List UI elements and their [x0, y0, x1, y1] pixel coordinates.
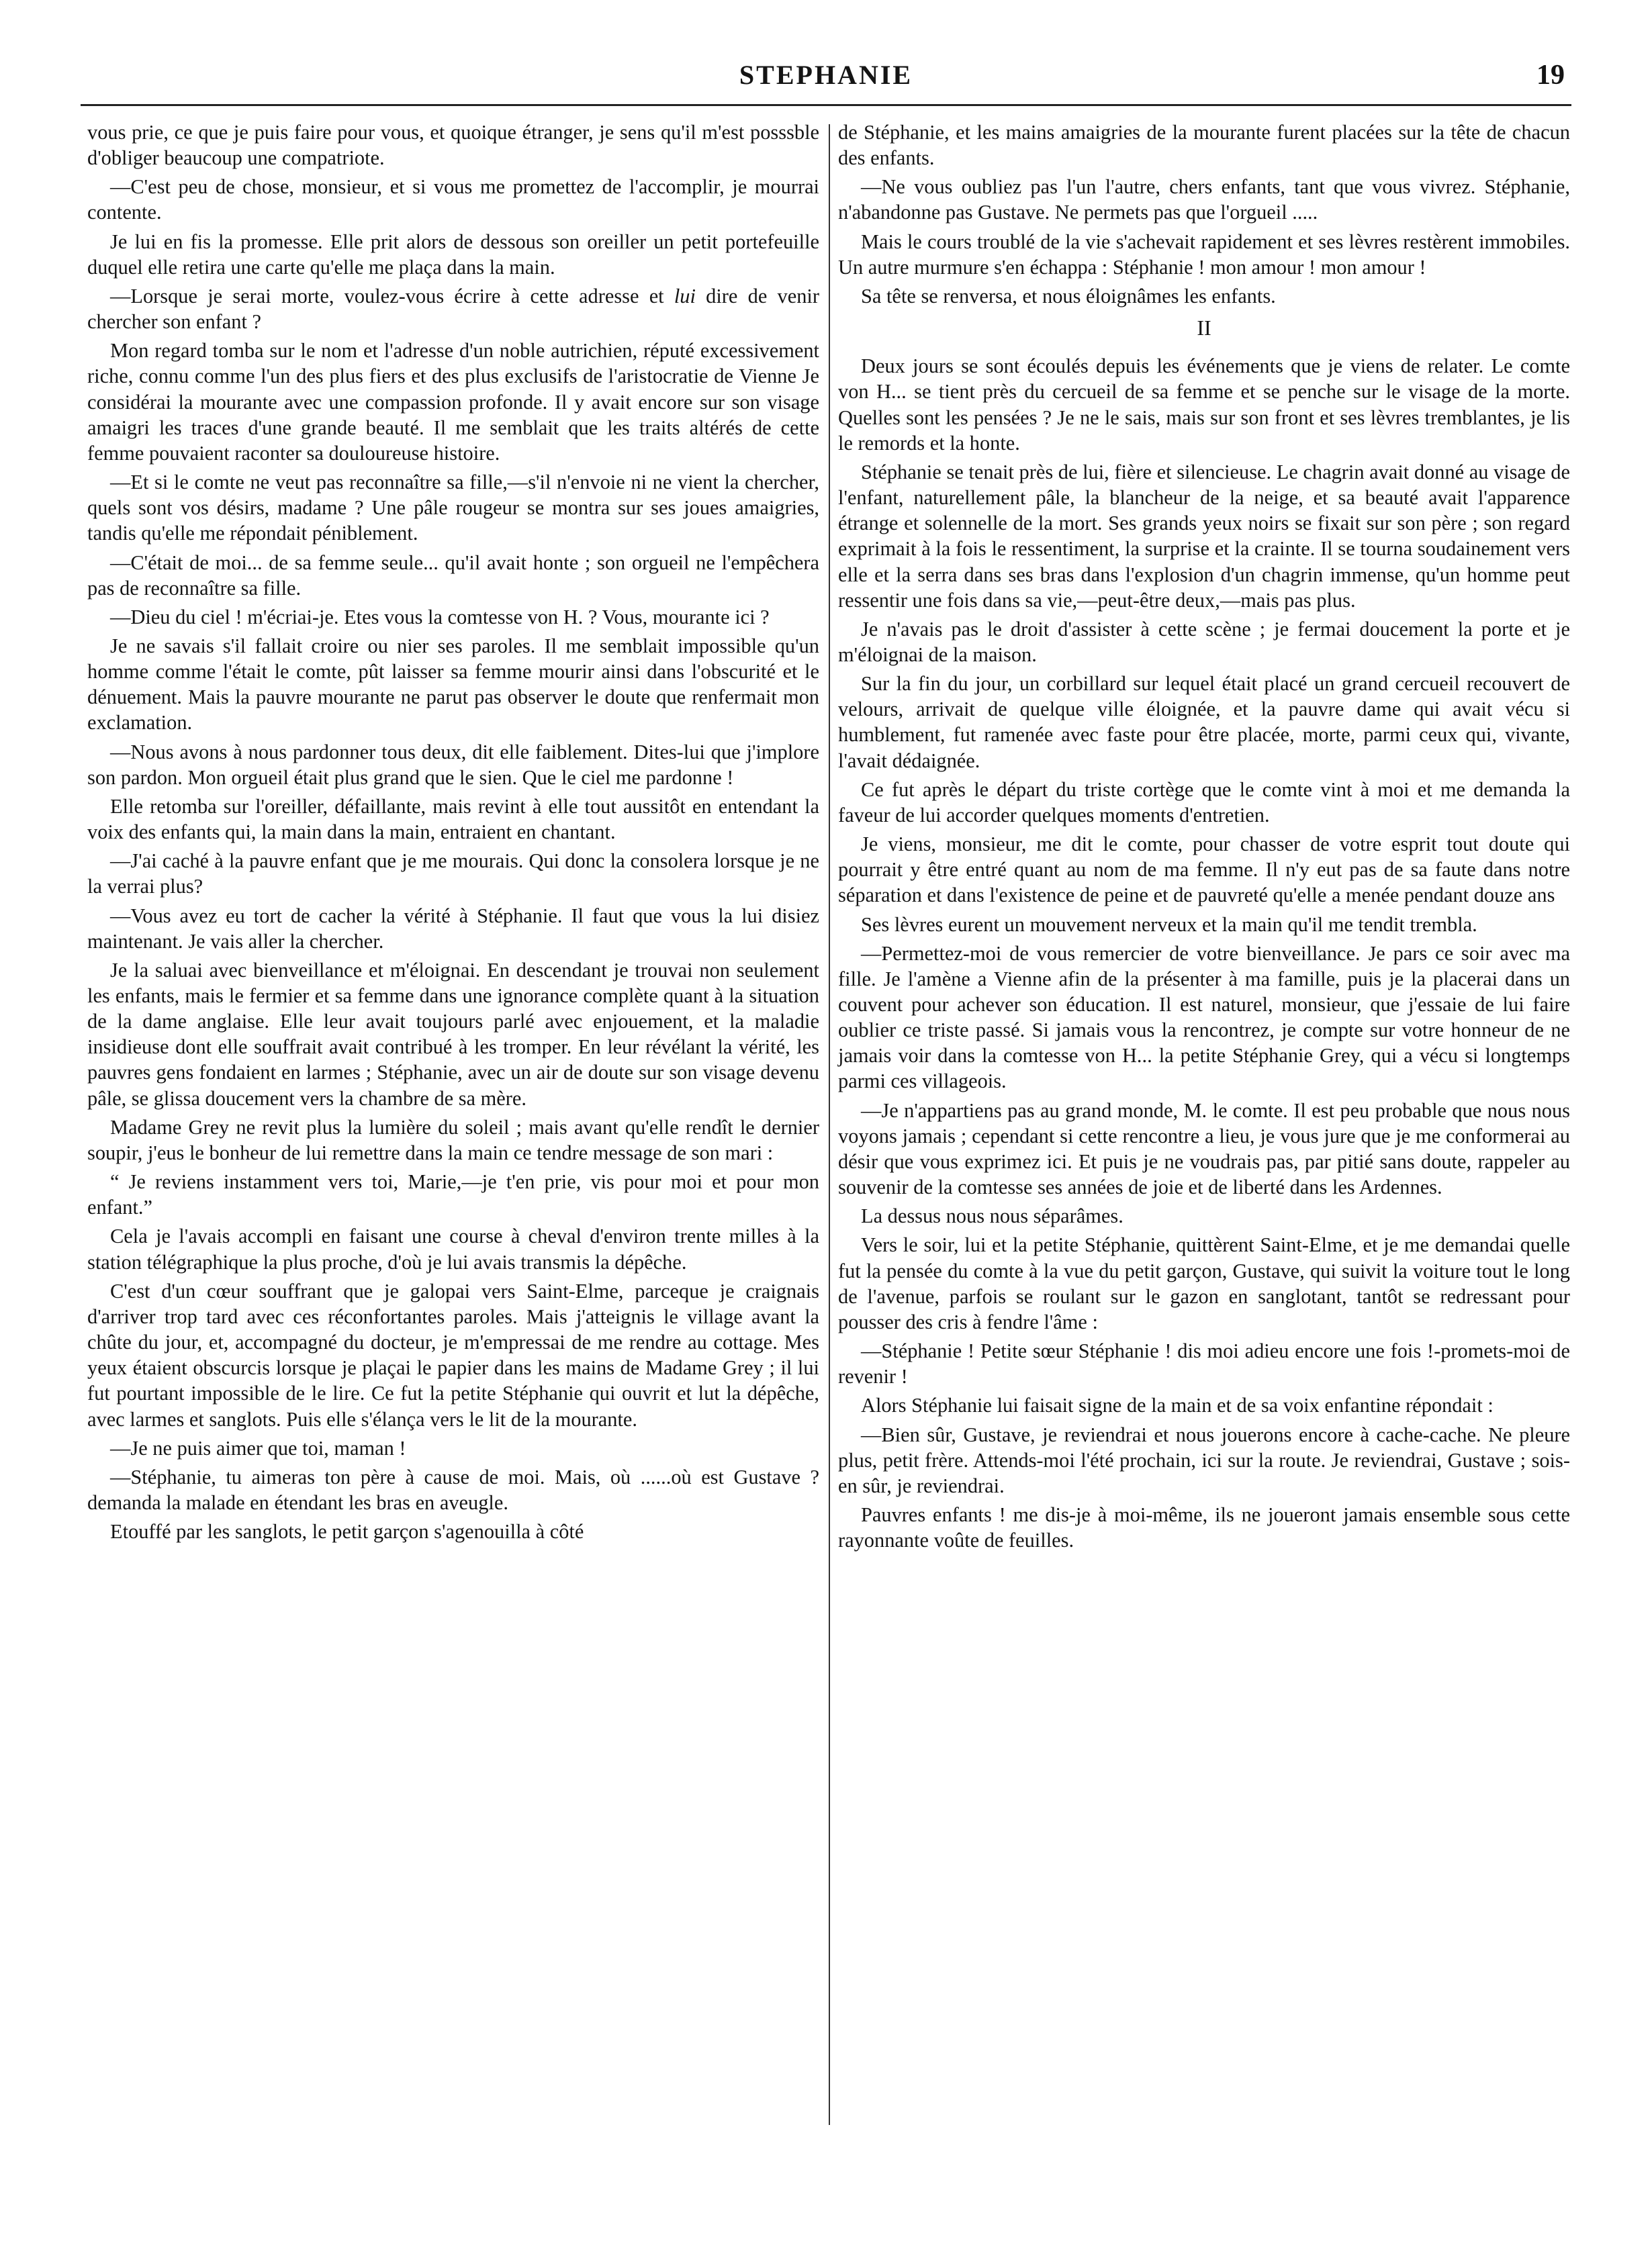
italic-word: lui [674, 284, 696, 308]
paragraph: Je viens, monsieur, me dit le comte, pour chasser de votre esprit tout doute qui pourrait y être entré quant au nom de ma femme. Il n'y eut pas de sa faute dans notre séparation et dans l'existence de peine et de pauvreté qu'elle a menée pendant douze ans [838, 833, 1570, 907]
paragraph: —Dieu du ciel ! m'écriai-je. Etes vous la comtesse von H. ? Vous, mourante ici ? [110, 605, 770, 628]
paragraph: Elle retomba sur l'oreiller, défaillante, mais revint à elle tout aussitôt en entendant la voix des enfants qui, la main dans la main, entraient en chantant. [87, 794, 819, 844]
paragraph: —Et si le comte ne veut pas reconnaître sa fille,—s'il n'envoie ni ne vient la chercher, quels sont vos désirs, madame ? Une pâle rougeur se montra sur ses joues amaigries, tandis qu'elle me répondait péniblement. [87, 471, 819, 545]
section-number: II [1197, 316, 1211, 340]
paragraph: Je la saluai avec bienveillance et m'éloignai. En descendant je trouvai non seulement les enfants, mais le fermier et sa femme dans une ignorance complète quant à la situation de la dame anglaise. Elle leur avait toujours parlé avec enjouement, et la maladie insidieuse dont elle souffrait avait contribué à les tromper. En leur révélant la vérité, les pauvres gens fondaient en larmes ; Stéphanie, avec un air de doute sur son visage devenu pâle, se glissa doucement vers la chambre de sa mère. [87, 958, 819, 1110]
paragraph: —Vous avez eu tort de cacher la vérité à Stéphanie. Il faut que vous la lui disiez maintenant. Je vais aller la chercher. [87, 904, 819, 953]
paragraph: —Je ne puis aimer que toi, maman ! [110, 1436, 406, 1460]
paragraph: C'est d'un cœur souffrant que je galopai vers Saint-Elme, parceque je craignais d'arriver trop tard avec ces réconfortantes paroles. Mais j'atteignis le village avant la chûte du jour, et, accompagné du docteur, je m'empressai de me rendre au cottage. Mes yeux étaient obscurcis lorsque je plaçai le papier dans les mains de Madame Grey ; il lui fut pourtant impossible de le lire. Ce fut la petite Stéphanie qui ouvrit et lut la dépêche, avec larmes et sanglots. Puis elle s'élança vers le lit de la mourante. [87, 1279, 819, 1431]
left-column [87, 120, 819, 1548]
paragraph: Je n'avais pas le droit d'assister à cette scène ; je fermai doucement la porte et je m'éloignai de la maison. [838, 617, 1570, 666]
paragraph: —Stéphanie ! Petite sœur Stéphanie ! dis moi adieu encore une fois !-promets-moi de revenir ! [838, 1339, 1570, 1388]
header-rule [81, 104, 1571, 106]
paragraph: vous prie, ce que je puis faire pour vous, et quoique étranger, je sens qu'il m'est posssble d'obliger beaucoup une compatriote. [87, 121, 819, 170]
paragraph: —C'est peu de chose, monsieur, et si vous me promettez de l'accomplir, je mourrai contente. [87, 175, 819, 224]
paragraph: —Nous avons à nous pardonner tous deux, dit elle faiblement. Dites-lui que j'implore son pardon. Mon orgueil était plus grand que le sien. Que le ciel me pardonne ! [87, 740, 819, 789]
paragraph: Etouffé par les sanglots, le petit garçon s'agenouilla à côté [110, 1520, 584, 1544]
page-number: 19 [1536, 60, 1565, 91]
paragraph: —Permettez-moi de vous remercier de votre bienveillance. Je pars ce soir avec ma fille. Je l'amène a Vienne afin de la présenter à ma famille, puis je la placerai dans un couvent pour achever son éducation. Il est naturel, monsieur, que j'essaie de lui faire oublier ce triste passé. Si jamais vous la rencontrez, je compte sur votre honneur de ne jamais voir dans la comtesse von H... la petite Stéphanie Grey, qui a vécu si longtemps parmi ces villageois. [838, 941, 1570, 1093]
paragraph: Sa tête se renversa, et nous éloignâmes les enfants. [861, 284, 1276, 308]
paragraph: —C'était de moi... de sa femme seule... qu'il avait honte ; son orgueil ne l'empêchera pas de reconnaître sa fille. [87, 551, 819, 600]
telegram-quote: “ Je reviens instamment vers toi, Marie,—je t'en prie, vis pour moi et pour mon enfant.” [87, 1170, 819, 1219]
paragraph [87, 283, 819, 334]
column-divider [829, 124, 830, 2125]
paragraph: —Bien sûr, Gustave, je reviendrai et nous jouerons encore à cache-cache. Ne pleure plus, petit frère. Attends-moi l'été prochain, ici sur la route. Je reviendrai, Gustave ; sois-en sûr, je reviendrai. [838, 1423, 1570, 1497]
paragraph: Vers le soir, lui et la petite Stéphanie, quittèrent Saint-Elme, et je me demandai quelle fut la pensée du comte à la vue du petit garçon, Gustave, qui suivit la voiture tout le long de l'avenue, parfois se roulant sur le gazon en sanglotant, tantôt se redressant pour pousser des cris à fendre l'âme : [838, 1233, 1570, 1333]
paragraph: Madame Grey ne revit plus la lumière du soleil ; mais avant qu'elle rendît le dernier soupir, j'eus le bonheur de lui remettre dans la main ce tendre message de son mari : [87, 1115, 819, 1164]
paragraph: Je ne savais s'il fallait croire ou nier ses paroles. Il me semblait impossible qu'un homme comme l'était le comte, pût laisser sa femme mourir ainsi dans l'obscurité et le dénuement. Mais la pauvre mourante ne parut pas observer le doute que renfermait mon exclamation. [87, 634, 819, 735]
paragraph: Ce fut après le départ du triste cortège que le comte vint à moi et me demanda la faveur de lui accorder quelques moments d'entretien. [838, 777, 1570, 826]
paragraph: —Ne vous oubliez pas l'un l'autre, chers enfants, tant que vous vivrez. Stéphanie, n'abandonne pas Gustave. Ne permets pas que l'orgueil ..... [838, 175, 1570, 224]
paragraph: —J'ai caché à la pauvre enfant que je me mourais. Qui donc la consolera lorsque je ne la verrai plus? [87, 849, 819, 898]
page-title: STEPHANIE [739, 60, 913, 90]
paragraph: —Je n'appartiens pas au grand monde, M. le comte. Il est peu probable que nous nous voyons jamais ; cependant si cette rencontre a lieu, je vous jure que je me conformerai au désir que vous exprimez ici. Et puis je ne voudrais pas, par pitié sans doute, rappeler au souvenir de la comtesse ses années de joie et de liberté dans les Ardennes. [838, 1098, 1570, 1199]
paragraph: Mais le cours troublé de la vie s'achevait rapidement et ses lèvres restèrent immobiles. Un autre murmure s'en échappa : Stéphanie ! mon amour ! mon amour ! [838, 230, 1570, 279]
paragraph: de Stéphanie, et les mains amaigries de la mourante furent placées sur la tête de chacun des enfants. [838, 121, 1570, 170]
paragraph: Ses lèvres eurent un mouvement nerveux et la main qu'il me tendit trembla. [861, 912, 1477, 936]
paragraph: Alors Stéphanie lui faisait signe de la main et de sa voix enfantine répondait : [861, 1394, 1494, 1417]
paragraph: Cela je l'avais accompli en faisant une course à cheval d'environ trente milles à la station télégraphique la plus proche, d'où je lui avais transmis la dépêche. [87, 1225, 819, 1274]
paragraph: Mon regard tomba sur le nom et l'adresse d'un noble autrichien, réputé excessivement riche, connu comme l'un des plus fiers et des plus exclusifs de l'aristocratie de Vienne Je considérai la mourante avec une compassion profonde. Il y avait encore sur son visage amaigri les traces d'une grande beauté. Il me semblait que les traits altérés de cette femme pouvaient raconter sa douloureuse histoire. [87, 339, 819, 465]
paragraph: —Stéphanie, tu aimeras ton père à cause de moi. Mais, où ......où est Gustave ? demanda la malade en étendant les bras en aveugle. [87, 1465, 819, 1514]
paragraph: Stéphanie se tenait près de lui, fière et silencieuse. Le chagrin avait donné au visage de l'enfant, naturellement pâle, la blancheur de la neige, et sa beauté avait l'apparence étrange et solennelle de la mort. Ses grands yeux noirs se fixait sur son père ; son regard exprimait à la fois le ressentiment, la surprise et la crainte. Il se tourna soudainement vers elle et la serra dans ses bras dans l'explosion d'un chagrin immense, qu'un homme peut ressentir une fois dans sa vie,—peut-être deux,—mais pas plus. [838, 460, 1570, 612]
text-run: dire de venir chercher son enfant ? [87, 284, 819, 334]
paragraph: La dessus nous nous séparâmes. [861, 1204, 1123, 1228]
text-run: —Lorsque je serai morte, voulez-vous écrire à cette adresse et [110, 284, 664, 308]
paragraph: Je lui en fis la promesse. Elle prit alors de dessous son oreiller un petit portefeuille duquel elle retira une carte qu'elle me plaça dans la main. [87, 230, 819, 279]
right-column [838, 120, 1570, 1556]
running-head [81, 59, 1571, 99]
paragraph: Deux jours se sont écoulés depuis les événements que je viens de relater. Le comte von H... se tient près du cercueil de sa femme et se penche sur le visage de la morte. Quelles sont les pensées ? Je ne le sais, mais sur son front et ses lèvres tremblantes, je lis le remords et la honte. [838, 355, 1570, 455]
paragraph: Pauvres enfants ! me dis-je à moi-même, ils ne joueront jamais ensemble sous cette rayonnante voûte de feuilles. [838, 1503, 1570, 1552]
paragraph: Sur la fin du jour, un corbillard sur lequel était placé un grand cercueil recouvert de velours, arrivait de quelque ville éloignée, et la pauvre dame qui avait vécu si humblement, fut ramenée avec faste pour être placée, morte, parmi ceux qui, vivante, l'avait dédaignée. [838, 672, 1570, 772]
